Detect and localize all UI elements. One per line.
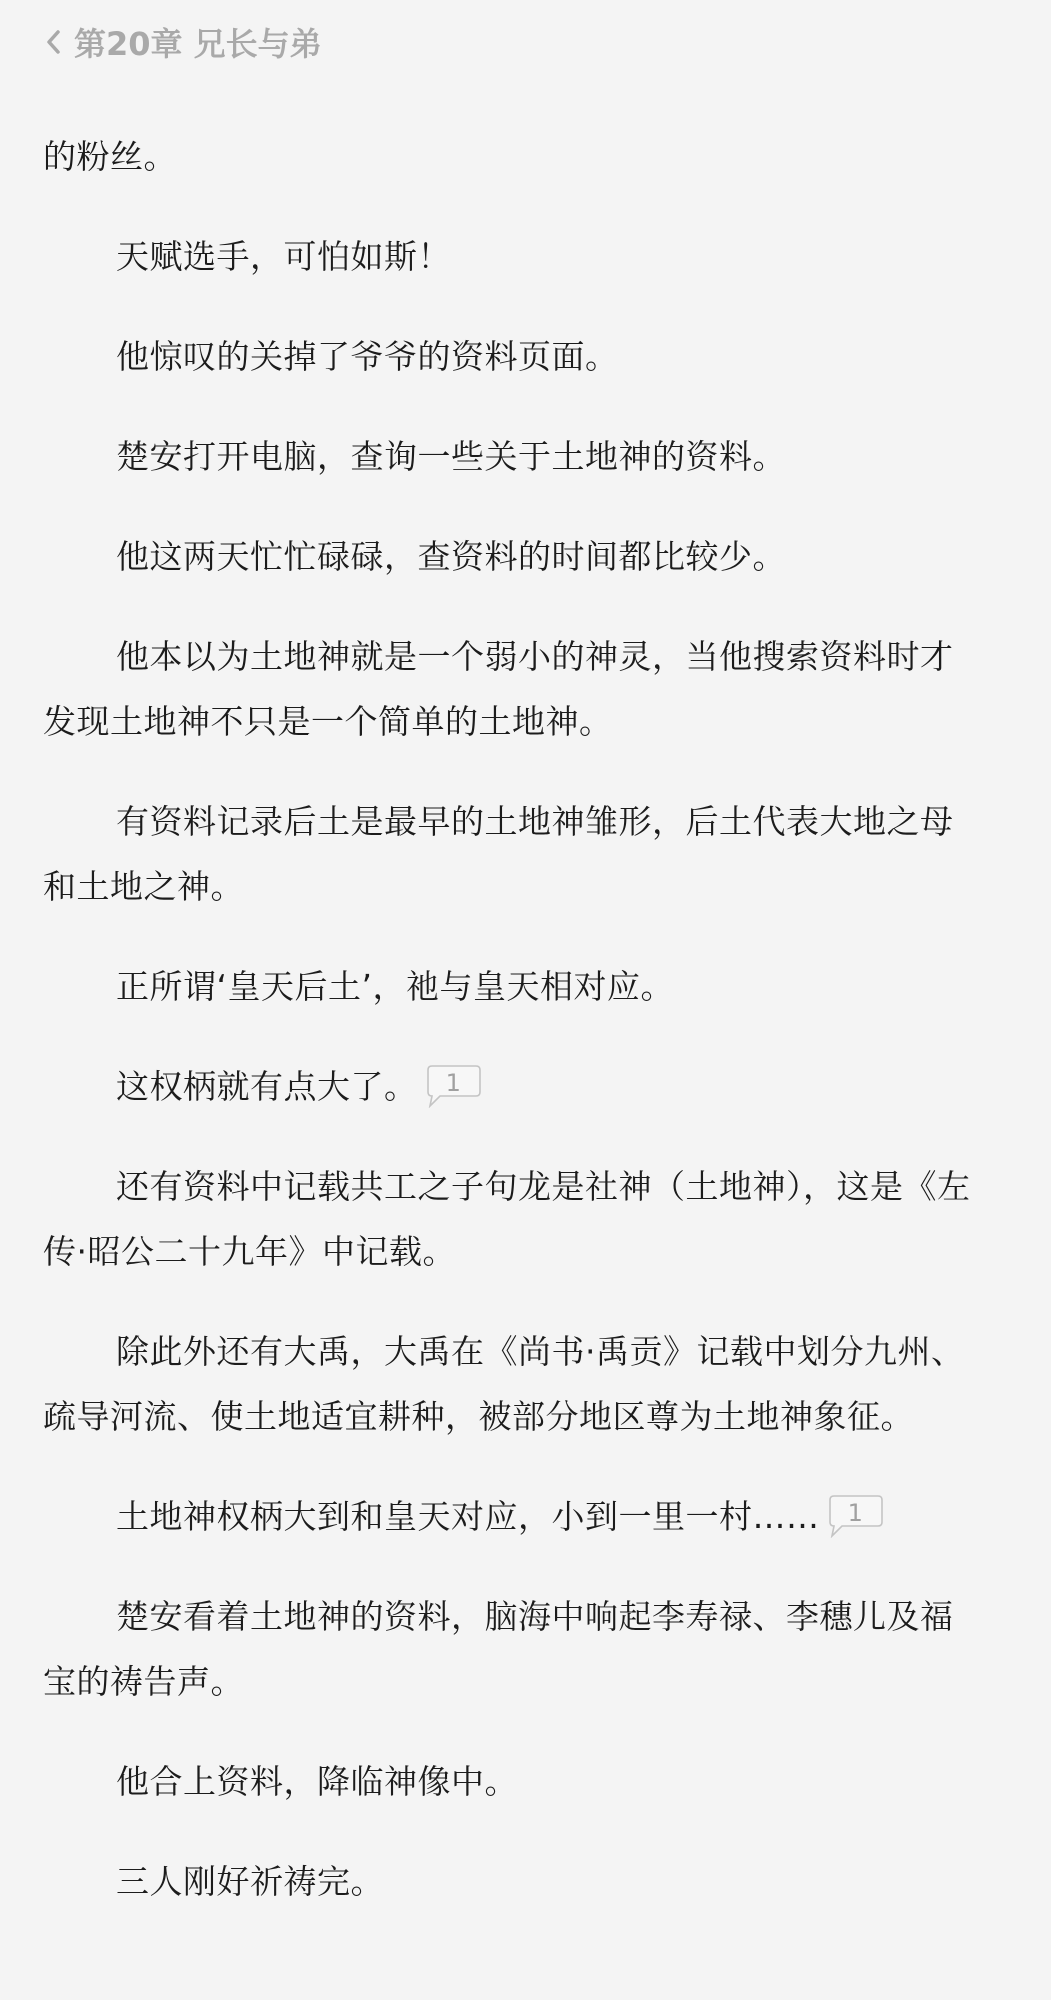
paragraph: 三人刚好祈祷完。 [116, 1862, 384, 1901]
paragraph: 他本以为土地神就是一个弱小的神灵，当他搜索资料时才发现土地神不只是一个简单的土地神。 [43, 637, 954, 741]
paragraph: 他合上资料，降临神像中。 [116, 1762, 518, 1801]
comment-count: 1 [445, 1068, 462, 1097]
chapter-header[interactable] [36, 18, 322, 66]
paragraph: 他这两天忙忙碌碌，查资料的时间都比较少。 [116, 537, 786, 576]
back-chevron-icon[interactable] [36, 22, 70, 62]
comment-count-bubble[interactable] [828, 1494, 884, 1538]
paragraph: 天赋选手，可怕如斯！ [116, 237, 451, 276]
paragraph: 有资料记录后土是最早的土地神雏形，后土代表大地之母和土地之神。 [43, 802, 954, 906]
paragraph: 楚安打开电脑，查询一些关于土地神的资料。 [116, 437, 786, 476]
chapter-body [43, 124, 983, 1914]
comment-count-bubble[interactable] [426, 1064, 482, 1108]
paragraph-with-note [43, 1054, 983, 1119]
paragraph: 正所谓‘皇天后土’，祂与皇天相对应。 [116, 967, 674, 1006]
comment-count: 1 [847, 1498, 864, 1527]
paragraph-text: 土地神权柄大到和皇天对应，小到一里一村…… [116, 1497, 820, 1536]
paragraph: 除此外还有大禹，大禹在《尚书·禹贡》记载中划分九州、疏导河流、使土地适宜耕种，被部分地区尊为土地神象征。 [43, 1332, 965, 1436]
chapter-title: 第20章 兄长与弟 [74, 25, 322, 63]
paragraph: 他惊叹的关掉了爷爷的资料页面。 [116, 337, 619, 376]
paragraph: 的粉丝。 [43, 137, 177, 176]
paragraph: 楚安看着土地神的资料，脑海中响起李寿禄、李穗儿及福宝的祷告声。 [43, 1597, 954, 1701]
paragraph: 还有资料中记载共工之子句龙是社神（土地神），这是《左传·昭公二十九年》中记载。 [43, 1167, 971, 1271]
paragraph-text: 这权柄就有点大了。 [116, 1067, 418, 1106]
paragraph-with-note [43, 1484, 983, 1549]
